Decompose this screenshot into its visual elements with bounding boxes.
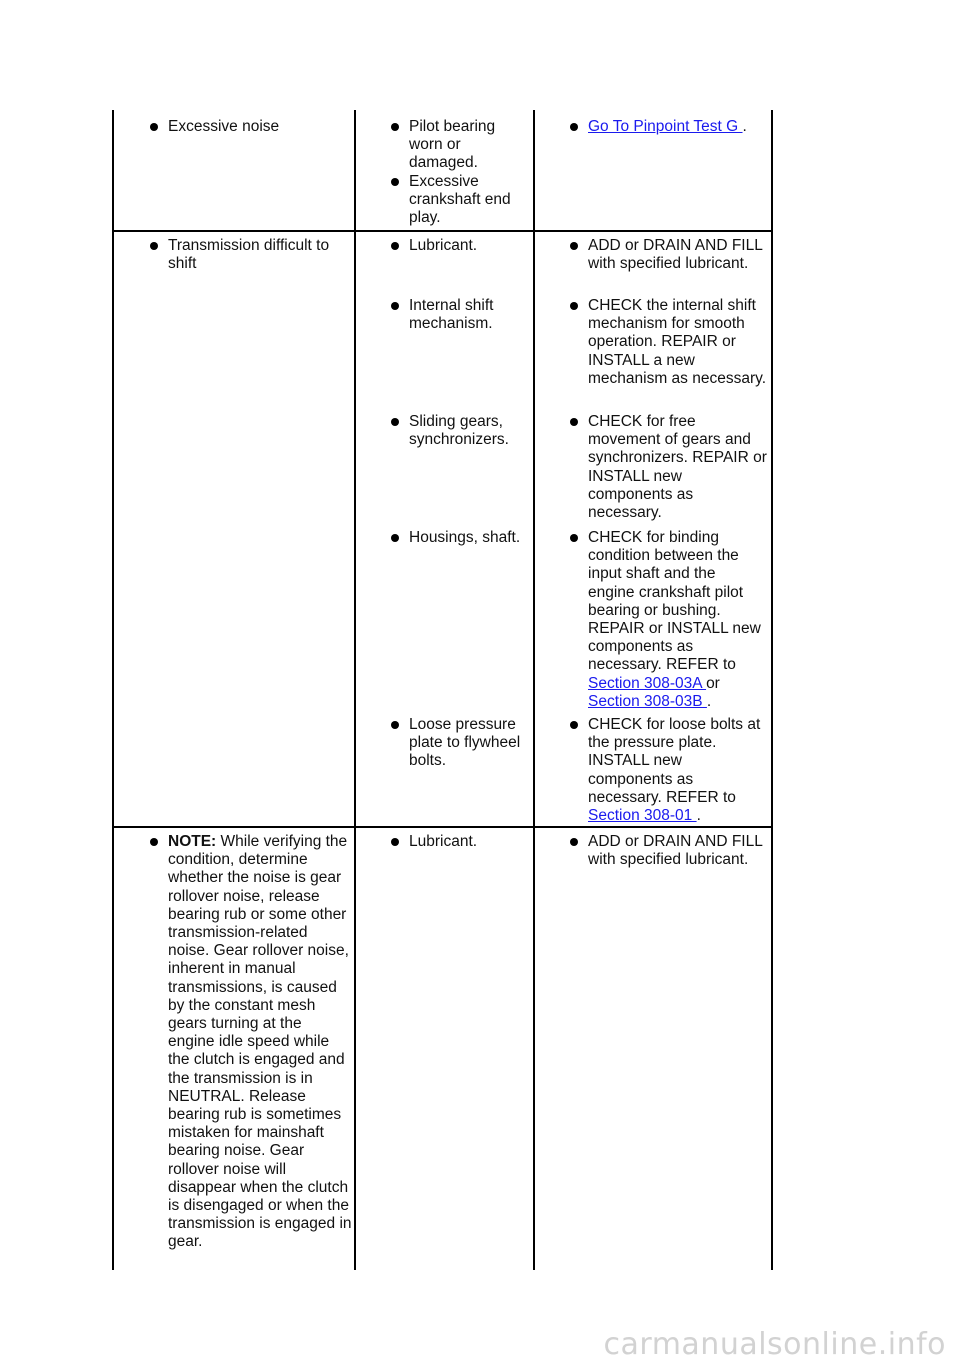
row-3-symptom <box>146 833 352 1252</box>
section-308-03b-link[interactable]: Section 308-03B <box>588 692 707 710</box>
cause-item: Pilot bearing worn or damaged. <box>387 118 529 173</box>
section-308-03a-link[interactable]: Section 308-03A <box>588 674 707 692</box>
row-3-cause-1 <box>387 833 529 851</box>
column-divider-1 <box>354 110 356 1270</box>
cause-item: Sliding gears, synchronizers. <box>387 413 529 449</box>
row-3-action-1 <box>566 833 768 869</box>
note-item: NOTE: While verifying the condition, determine whether the noise is gear rollover noise, release bearing rub or some other transmission-related noise. Gear rollover noise, inherent in manual transmissions, is caused by the constant mesh gears turning at the engine idle speed while the clutch is engaged and the transmission is in NEUTRAL. Release bearing rub is sometimes mistaken for mainshaft bearing noise. Gear rollover noise will disappear when the clutch is disengaged or when the transmission is engaged in gear. <box>146 833 352 1252</box>
cause-item: Internal shift mechanism. <box>387 297 529 333</box>
action-item: CHECK for binding condition between the input shaft and the engine crankshaft pilot bearing or bushing. REPAIR or INSTALL new components as necessary. REFER to Section 308-03A or Section 308-03B . <box>566 529 766 711</box>
row-1-symptom <box>146 118 350 136</box>
watermark: carmanualsonline.info <box>603 1326 946 1362</box>
row-2-cause-1 <box>387 237 529 255</box>
cause-item: Excessive crankshaft end play. <box>387 173 529 228</box>
row-2-cause-5 <box>387 716 529 771</box>
action-item: CHECK for free movement of gears and synchronizers. REPAIR or INSTALL new components as necessary. <box>566 413 768 522</box>
row-2-action-2 <box>566 297 768 388</box>
action-item: ADD or DRAIN AND FILL with specified lubricant. <box>566 237 768 273</box>
row-2-cause-4 <box>387 529 529 547</box>
row-2-cause-2 <box>387 297 529 333</box>
row-1-actions <box>566 118 766 136</box>
cause-item: Lubricant. <box>387 833 529 851</box>
row-2-cause-3 <box>387 413 529 449</box>
symptom-item: Excessive noise <box>146 118 350 136</box>
row-2-symptom <box>146 237 350 273</box>
pinpoint-test-link[interactable]: Go To Pinpoint Test G <box>588 118 743 135</box>
table-right-border <box>771 110 773 1270</box>
row-divider-2 <box>112 826 773 828</box>
cause-item: Housings, shaft. <box>387 529 529 547</box>
symptom-item: Transmission difficult to shift <box>146 237 350 273</box>
action-item: Go To Pinpoint Test G . <box>566 118 766 136</box>
table-left-border <box>112 110 114 1270</box>
row-2-action-1 <box>566 237 768 273</box>
row-2-action-5 <box>566 716 766 825</box>
action-item: CHECK for loose bolts at the pressure plate. INSTALL new components as necessary. REFER to Section 308-01 . <box>566 716 766 825</box>
row-divider-1 <box>112 230 773 232</box>
section-308-01-link[interactable]: Section 308-01 <box>588 807 697 825</box>
action-item: ADD or DRAIN AND FILL with specified lubricant. <box>566 833 768 869</box>
note-label: NOTE: <box>168 833 217 850</box>
row-2-action-4 <box>566 529 766 711</box>
cause-item: Loose pressure plate to flywheel bolts. <box>387 716 529 771</box>
action-item: CHECK the internal shift mechanism for smooth operation. REPAIR or INSTALL a new mechanism as necessary. <box>566 297 768 388</box>
row-1-causes <box>387 118 529 227</box>
row-2-action-3 <box>566 413 768 522</box>
cause-item: Lubricant. <box>387 237 529 255</box>
column-divider-2 <box>533 110 535 1270</box>
